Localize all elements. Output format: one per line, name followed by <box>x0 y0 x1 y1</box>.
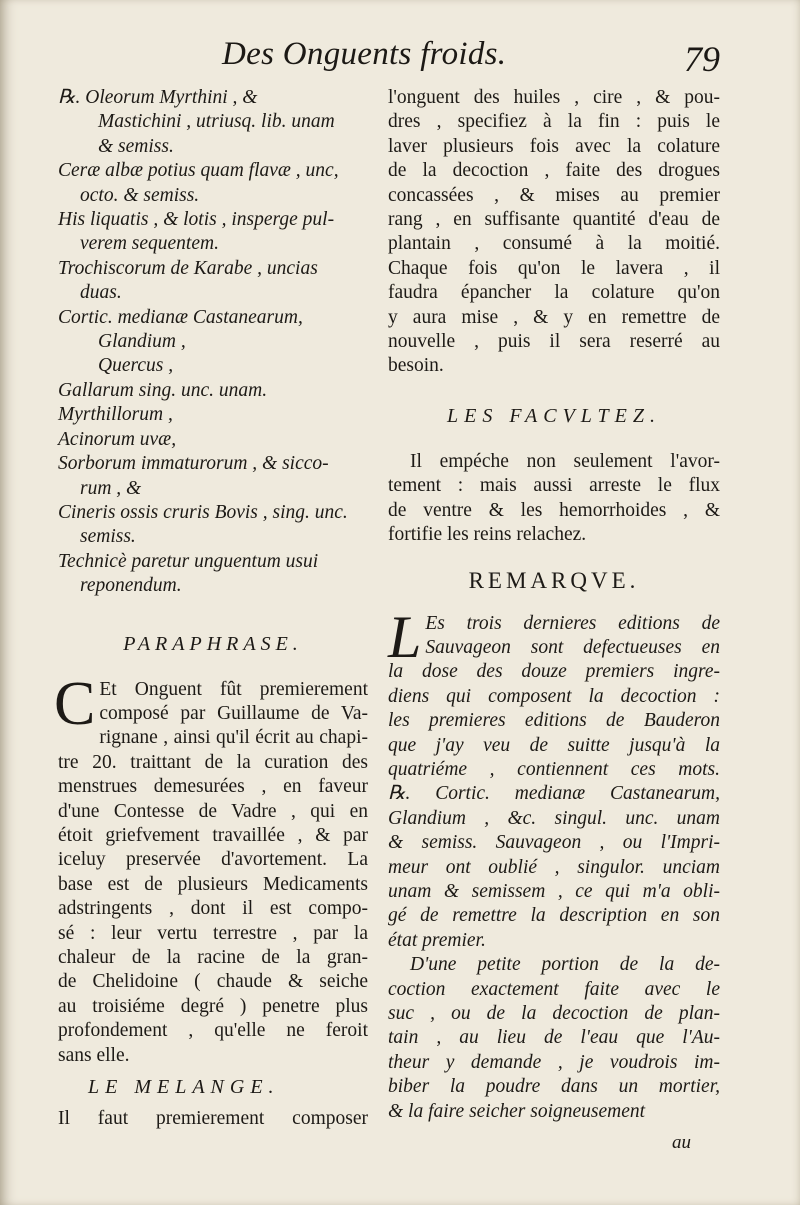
second-paragraph-line: D'une petite portion de la de- <box>410 954 720 976</box>
recipe-line: reponendum. <box>80 575 182 597</box>
intro-line: concassées , & mises au premier <box>388 184 720 206</box>
second-paragraph-line: theur y demande , je voudrois im- <box>388 1051 720 1073</box>
recipe-line: Ceræ albæ potius quam flavæ , unc, <box>58 160 339 182</box>
recipe-line: semiss. <box>80 526 136 548</box>
remarque-line: gé de remettre la description en son <box>388 905 720 927</box>
intro-line: l'onguent des huiles , cire , & pou- <box>388 87 720 108</box>
drop-cap-c: C <box>54 669 96 738</box>
paraphrase-line: chaleur de la racine de la gran- <box>58 947 368 968</box>
remarque-paragraph <box>388 603 720 954</box>
paraphrase-heading: PARAPHRASE. <box>123 632 303 655</box>
facultez-line: tement : mais aussi arreste le flux <box>388 475 720 497</box>
drop-cap-l: L <box>388 603 422 670</box>
facultez-paragraph <box>388 450 720 548</box>
recipe-line: Trochiscorum de Karabe , uncias <box>58 257 318 279</box>
left-column <box>54 86 368 1131</box>
catchword: au <box>672 1132 691 1153</box>
paraphrase-line: rignane , ainsi qu'il écrit au chapi- <box>99 727 368 749</box>
intro-line: plantain , consumé à la moitié. <box>388 233 720 255</box>
right-column <box>388 86 720 1124</box>
intro-line: dres , specifiez à la fin : puis le <box>388 111 720 133</box>
recipe-line: rum , & <box>80 477 142 499</box>
melange-line: Il faut premierement composer <box>58 1108 368 1130</box>
paraphrase-line: profondement , qu'elle ne feroit <box>58 1020 368 1042</box>
remarque-line: la dose des douze premiers ingre- <box>388 661 720 683</box>
paraphrase-line: d'une Contesse de Vadre , qui en <box>58 800 368 822</box>
remarque-line: les premieres editions de Bauderon <box>388 710 720 732</box>
second-paragraph-line: coction exactement faite avec le <box>388 978 720 1000</box>
paraphrase-line: adstringents , dont il est compo- <box>58 898 368 920</box>
remarque-line: quatriéme , contiennent ces mots. <box>388 758 720 780</box>
recipe-line: verem sequentem. <box>80 233 219 255</box>
melange-heading: LE MELANGE. <box>88 1076 280 1099</box>
second-paragraph-line: & la faire seicher soigneusement <box>388 1100 646 1122</box>
running-head: Des Onguents froids. <box>222 36 507 72</box>
recipe-line: Cortic. medianæ Castanearum, <box>58 306 303 328</box>
remarque-line: & semiss. Sauvageon , ou l'Impri- <box>388 832 720 854</box>
remarque-line: ℞. Cortic. medianæ Castanearum, <box>388 783 720 805</box>
remarque-line: que j'ay veu de suitte jusqu'à la <box>388 734 720 756</box>
intro-line: rang , en suffisante quantité d'eau de <box>388 209 720 231</box>
second-paragraph-line: biber la poudre dans un mortier, <box>388 1076 720 1098</box>
paraphrase-line: de Chelidoine ( chaude & seiche <box>58 971 368 993</box>
page-number: 79 <box>684 39 720 79</box>
recipe-line: Gallarum sing. unc. unam. <box>58 379 268 401</box>
facultez-heading: LES FACVLTEZ. <box>447 404 661 427</box>
intro-paragraph <box>388 86 720 379</box>
recipe-line: Glandium , <box>98 331 186 353</box>
facultez-line: fortifie les reins relachez. <box>388 524 587 546</box>
intro-line: nouvelle , puis il sera reserré au <box>388 331 720 353</box>
recipe-line: & semiss. <box>98 135 174 157</box>
paraphrase-line: au troisiéme degré ) penetre plus <box>58 995 368 1017</box>
remarque-heading: REMARQVE. <box>468 567 640 593</box>
recipe-line: octo. & semiss. <box>80 184 200 206</box>
paraphrase-line: menstrues demesurées , en faveur <box>58 776 368 798</box>
second-paragraph-line: tain , au lieu de l'eau que l'Au- <box>388 1027 720 1049</box>
remarque-line: Glandium , &c. singul. unc. unam <box>388 807 720 829</box>
recipe-line: duas. <box>80 282 122 304</box>
paraphrase-line: tre 20. traittant de la curation des <box>58 751 368 773</box>
paraphrase-line: base est de plusieurs Medicaments <box>58 873 368 895</box>
intro-line: de la decoction , faite des drogues <box>388 160 720 182</box>
remarque-line: état premier. <box>388 929 486 951</box>
facultez-line: de ventre & les hemorrhoides , & <box>388 499 720 521</box>
intro-line: laver plusieurs fois avec la colature <box>388 135 720 157</box>
remarque-line: Sauvageon sont defectueuses en <box>425 636 720 658</box>
recipe-line: Mastichini , utriusq. lib. unam <box>98 111 335 133</box>
remarque-line: Es trois dernieres editions de <box>425 612 720 634</box>
recipe-line: His liquatis , & lotis , insperge pul- <box>58 209 335 231</box>
recipe-line: Acinorum uvæ, <box>58 428 177 450</box>
intro-line: Chaque fois qu'on le lavera , il <box>388 257 720 279</box>
recipe-line: Sorborum immaturorum , & sicco- <box>58 453 329 475</box>
paraphrase-line: sé : leur vertu terrestre , par la <box>58 922 368 944</box>
second-paragraph-line: suc , ou de la decoction de plan- <box>388 1003 720 1024</box>
paraphrase-line: sans elle. <box>58 1044 130 1066</box>
recipe-line: Technicè paretur unguentum usui <box>58 550 319 572</box>
paraphrase-paragraph <box>54 669 368 1069</box>
recipe-line: Cineris ossis cruris Bovis , sing. unc. <box>58 501 348 523</box>
remarque-line: meur ont oublié , singulor. unciam <box>388 856 720 878</box>
paraphrase-line: Et Onguent fût premierement <box>99 678 368 700</box>
second-paragraph <box>388 953 720 1124</box>
remarque-line: diens qui composent la decoction : <box>388 685 720 707</box>
recipe-block <box>58 86 368 599</box>
intro-line: y aura mise , & y en remettre de <box>388 306 720 328</box>
facultez-line: Il empéche non seulement l'avor- <box>410 450 720 472</box>
recipe-line: Quercus , <box>98 355 174 377</box>
intro-line: faudra épancher la colature qu'on <box>388 282 720 304</box>
paraphrase-line: iceluy preservée d'avortement. La <box>58 849 368 871</box>
remarque-line: unam & semissem , ce qui m'a obli- <box>388 880 720 902</box>
recipe-line: ℞. Oleorum Myrthini , & <box>58 87 258 108</box>
intro-line: besoin. <box>388 355 444 377</box>
paraphrase-line: composé par Guillaume de Va- <box>99 702 368 724</box>
paraphrase-line: étoit griefvement travaillée , & par <box>58 824 368 846</box>
recipe-line: Myrthillorum , <box>58 404 173 426</box>
